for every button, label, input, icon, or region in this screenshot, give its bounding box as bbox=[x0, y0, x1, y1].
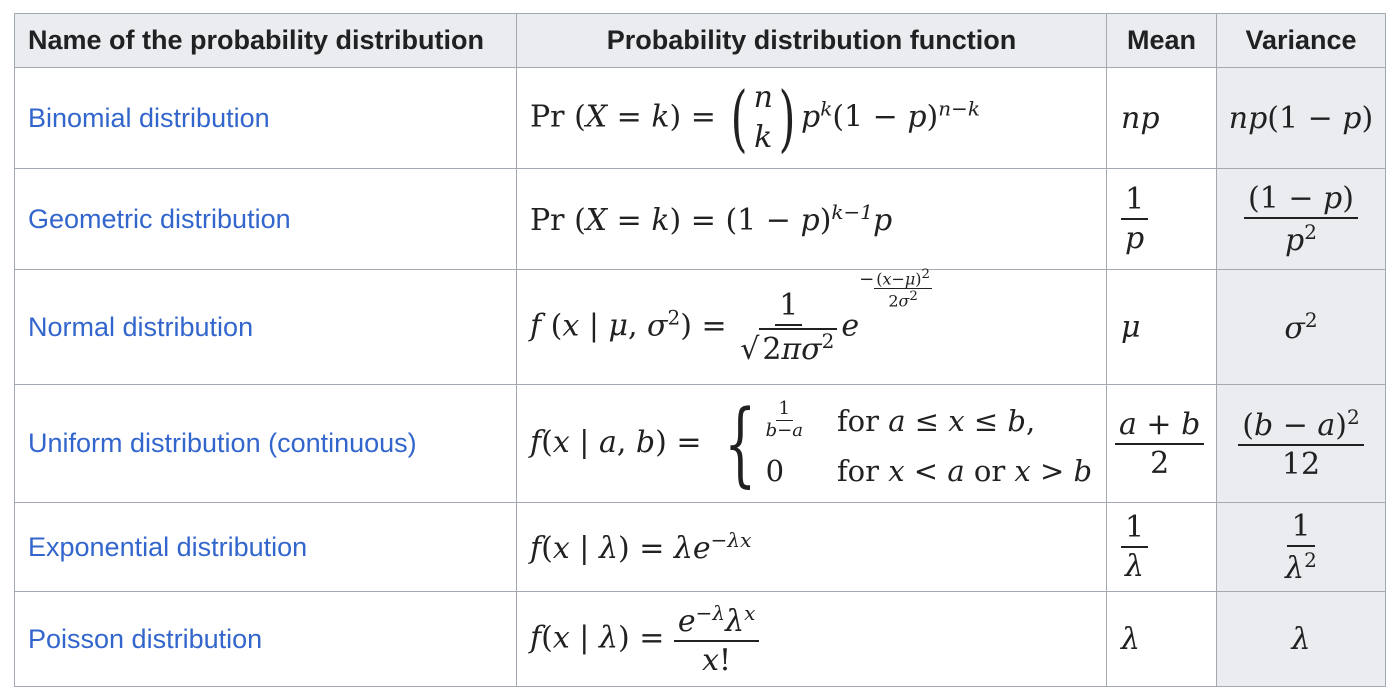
header-row bbox=[15, 14, 1386, 68]
table-row-poisson bbox=[15, 592, 1386, 687]
link-geometric-distribution[interactable]: Geometric distribution bbox=[28, 203, 291, 234]
header-pdf: Probability distribution function bbox=[517, 14, 1107, 68]
link-uniform-distribution[interactable]: Uniform distribution (continuous) bbox=[28, 428, 417, 458]
variance-formula-poisson: λ bbox=[1217, 592, 1386, 687]
header-mean: Mean bbox=[1107, 14, 1217, 68]
pdf-formula-exponential: f(x | $\lambda) = \lambda e^{-\lambda x}$ bbox=[517, 503, 1107, 592]
mean-formula-normal: μ bbox=[1107, 270, 1217, 385]
table-row-binomial bbox=[15, 68, 1386, 169]
table-row-exponential bbox=[15, 503, 1386, 592]
table-row-normal bbox=[15, 270, 1386, 385]
pdf-formula-geometric: Pr $(X = k) = (1 - p)^{k-1}p$ bbox=[517, 169, 1107, 270]
name-cell bbox=[15, 592, 517, 687]
header-variance: Variance bbox=[1217, 14, 1386, 68]
table-row-uniform bbox=[15, 385, 1386, 503]
variance-formula-exponential: $\frac{1}{\lambda^2}$ bbox=[1217, 503, 1386, 592]
distribution-table-wrapper bbox=[14, 13, 1386, 687]
name-cell bbox=[15, 503, 517, 592]
mean-formula-geometric: $\frac{1}{p}$ bbox=[1107, 169, 1217, 270]
link-binomial-distribution[interactable]: Binomial distribution bbox=[28, 102, 270, 133]
mean-formula-uniform: $\frac{a + b}{2}$ bbox=[1107, 385, 1217, 503]
header-name: Name of the probability distribution bbox=[15, 14, 517, 68]
name-cell bbox=[15, 169, 517, 270]
link-poisson-distribution[interactable]: Poisson distribution bbox=[28, 623, 263, 654]
pdf-formula-normal: f (x | μ, $\sigma^2$) = 1 √ $2\pi\sigma^2$ e− $\frac{(x-\mu)^2}{2\sigma^2}$ bbox=[517, 270, 1107, 385]
variance-formula-uniform: $\frac{(b - a)^2}{12}$ bbox=[1217, 385, 1386, 503]
name-cell bbox=[15, 270, 517, 385]
pdf-formula-uniform: f(x | a, b) = { $\frac{1}{b-a}$ for a ≤ x ≤ b, 0 for x < a or x > b bbox=[517, 385, 1107, 503]
name-cell bbox=[15, 385, 517, 503]
link-normal-distribution[interactable]: Normal distribution bbox=[28, 311, 254, 342]
table-row-geometric bbox=[15, 169, 1386, 270]
variance-formula-geometric: $\frac{(1 - p)}{p^2}$ bbox=[1217, 169, 1386, 270]
name-cell bbox=[15, 68, 517, 169]
variance-formula-normal: $\sigma^2$ bbox=[1217, 270, 1386, 385]
mean-formula-poisson: λ bbox=[1107, 592, 1217, 687]
variance-formula-binomial: np(1 − p) bbox=[1217, 68, 1386, 169]
pdf-formula-binomial: Pr (X = k) = ( n k ) $p^k(1 - p)^{n-k}$ bbox=[517, 68, 1107, 169]
pdf-formula-poisson: f(x | λ) = $\frac{e^{-\lambda}\lambda^x}{x!}$ bbox=[517, 592, 1107, 687]
mean-formula-binomial: np bbox=[1107, 68, 1217, 169]
mean-formula-exponential: $\frac{1}{\lambda}$ bbox=[1107, 503, 1217, 592]
link-exponential-distribution[interactable]: Exponential distribution bbox=[28, 531, 308, 562]
distribution-table bbox=[14, 13, 1386, 687]
